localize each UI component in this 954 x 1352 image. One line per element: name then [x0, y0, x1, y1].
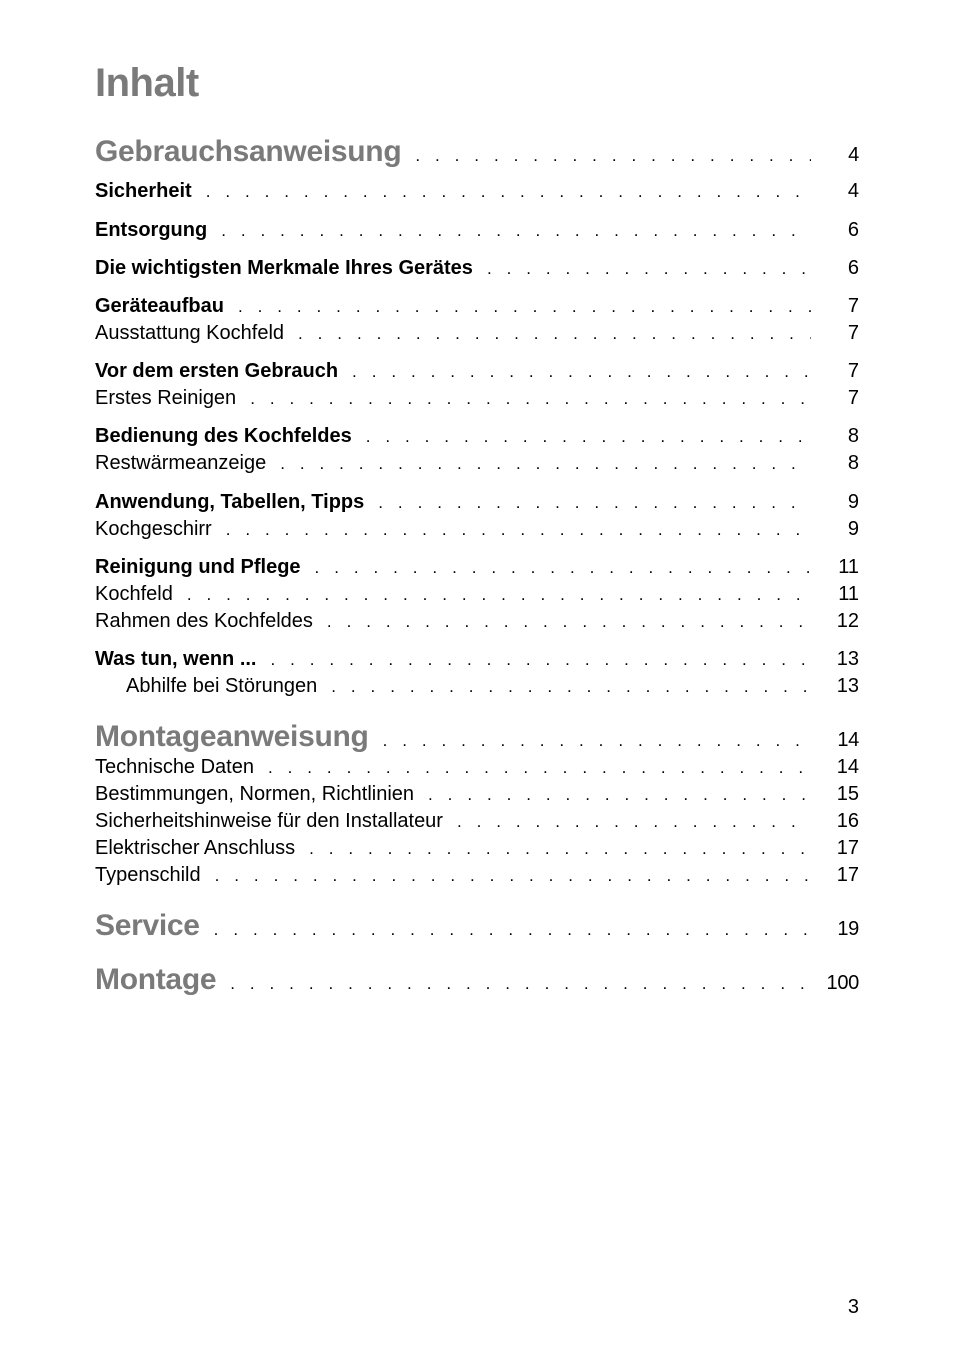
dot-leader [270, 647, 811, 673]
dot-leader [457, 809, 811, 835]
toc-entry-label: Ausstattung Kochfeld [95, 322, 285, 344]
dot-leader [415, 136, 811, 176]
toc-entry-label: Geräteaufbau [95, 295, 224, 317]
toc-entry-label: Bestimmungen, Normen, Richtlinien [95, 783, 415, 805]
toc-entry-page: 4 [847, 180, 859, 202]
toc-entry-label: Abhilfe bei Störungen [126, 675, 318, 697]
toc-entry [95, 516, 859, 542]
toc-entry [95, 489, 859, 515]
toc-entry [95, 423, 859, 449]
toc-entry-label: Montageanweisung [95, 720, 369, 753]
toc-entry-label: Rahmen des Kochfeldes [95, 610, 313, 632]
toc-entry-page: 16 [836, 810, 859, 832]
toc-entry-page: 100 [826, 972, 859, 994]
toc-entry-label: Sicherheit [95, 180, 192, 202]
toc-entry-page: 9 [847, 518, 859, 540]
toc-entry [95, 255, 859, 281]
dot-leader [309, 836, 811, 862]
toc-entry [95, 754, 859, 780]
dot-leader [226, 517, 811, 543]
toc-entry-page: 11 [838, 556, 859, 578]
toc-entry-label: Gebrauchsanweisung [95, 135, 402, 168]
toc-entry [95, 178, 859, 204]
dot-leader [378, 490, 811, 516]
toc-entry-page: 7 [847, 322, 859, 344]
dot-leader [428, 782, 811, 808]
toc-entry-label: Elektrischer Anschluss [95, 837, 296, 859]
toc-entry-label: Service [95, 909, 200, 942]
toc-entry [95, 358, 859, 384]
toc-entry-page: 12 [836, 610, 859, 632]
dot-leader [366, 424, 811, 450]
toc-entry-page: 11 [838, 583, 859, 605]
toc-entry-page: 6 [847, 257, 859, 279]
toc-entry-page: 7 [847, 295, 859, 317]
toc-entry-label: Erstes Reinigen [95, 387, 237, 409]
toc-entry-page: 17 [836, 837, 859, 859]
toc-entry [95, 385, 859, 411]
toc-section-heading [95, 960, 859, 1000]
dot-leader [331, 674, 811, 700]
page-title: Inhalt [95, 61, 199, 105]
toc-entry [95, 581, 859, 607]
toc-entry-label: Was tun, wenn ... [95, 648, 257, 670]
toc-entry-label: Montage [95, 963, 217, 996]
toc-entry-label: Anwendung, Tabellen, Tipps [95, 491, 365, 513]
dot-leader [315, 555, 811, 581]
toc-entry [95, 646, 859, 672]
toc-entry-label: Kochfeld [95, 583, 173, 605]
toc-entry [95, 320, 859, 346]
dot-leader [487, 256, 811, 282]
dot-leader [352, 359, 811, 385]
toc-entry-label: Entsorgung [95, 219, 208, 241]
toc-entry-page: 14 [837, 729, 859, 751]
toc-entry [95, 673, 859, 699]
dot-leader [221, 218, 811, 244]
toc-entry [95, 450, 859, 476]
toc-entry-label: Vor dem ersten Gebrauch [95, 360, 339, 382]
toc-entry-page: 15 [836, 783, 859, 805]
toc-entry [95, 608, 859, 634]
toc-entry [95, 554, 859, 580]
toc-entry-page: 14 [836, 756, 859, 778]
toc-entry-page: 4 [848, 144, 859, 166]
dot-leader [280, 451, 811, 477]
toc-entry-label: Kochgeschirr [95, 518, 212, 540]
dot-leader [327, 609, 811, 635]
dot-leader [230, 964, 811, 1004]
toc-entry-label: Reinigung und Pflege [95, 556, 301, 578]
toc-entry-page: 17 [836, 864, 859, 886]
toc-entry-page: 7 [847, 387, 859, 409]
toc-entry [95, 835, 859, 861]
toc-entry-page: 19 [837, 918, 859, 940]
dot-leader [214, 910, 811, 950]
toc-entry [95, 781, 859, 807]
toc-section-heading [95, 906, 859, 946]
toc-entry [95, 217, 859, 243]
dot-leader [187, 582, 811, 608]
toc-entry-label: Bedienung des Kochfeldes [95, 425, 352, 447]
toc-entry-page: 8 [847, 425, 859, 447]
toc-entry-label: Typenschild [95, 864, 201, 886]
toc-entry [95, 808, 859, 834]
toc-entry-page: 7 [847, 360, 859, 382]
dot-leader [268, 755, 811, 781]
dot-leader [238, 294, 811, 320]
dot-leader [206, 179, 811, 205]
toc-entry-label: Sicherheitshinweise für den Installateur [95, 810, 443, 832]
toc-entry [95, 862, 859, 888]
toc-entry-page: 8 [847, 452, 859, 474]
toc-entry-page: 9 [847, 491, 859, 513]
toc-entry-page: 13 [836, 675, 859, 697]
toc-section-heading [95, 132, 859, 172]
toc-section-heading [95, 717, 859, 757]
dot-leader [298, 321, 811, 347]
toc-entry-page: 6 [847, 219, 859, 241]
dot-leader [250, 386, 811, 412]
page-number: 3 [847, 1296, 859, 1318]
dot-leader [215, 863, 811, 889]
toc-entry-page: 13 [836, 648, 859, 670]
toc-entry [95, 293, 859, 319]
toc-entry-label: Die wichtigsten Merkmale Ihres Gerätes [95, 257, 473, 279]
toc-entry-label: Technische Daten [95, 756, 254, 778]
toc-entry-label: Restwärmeanzeige [95, 452, 267, 474]
